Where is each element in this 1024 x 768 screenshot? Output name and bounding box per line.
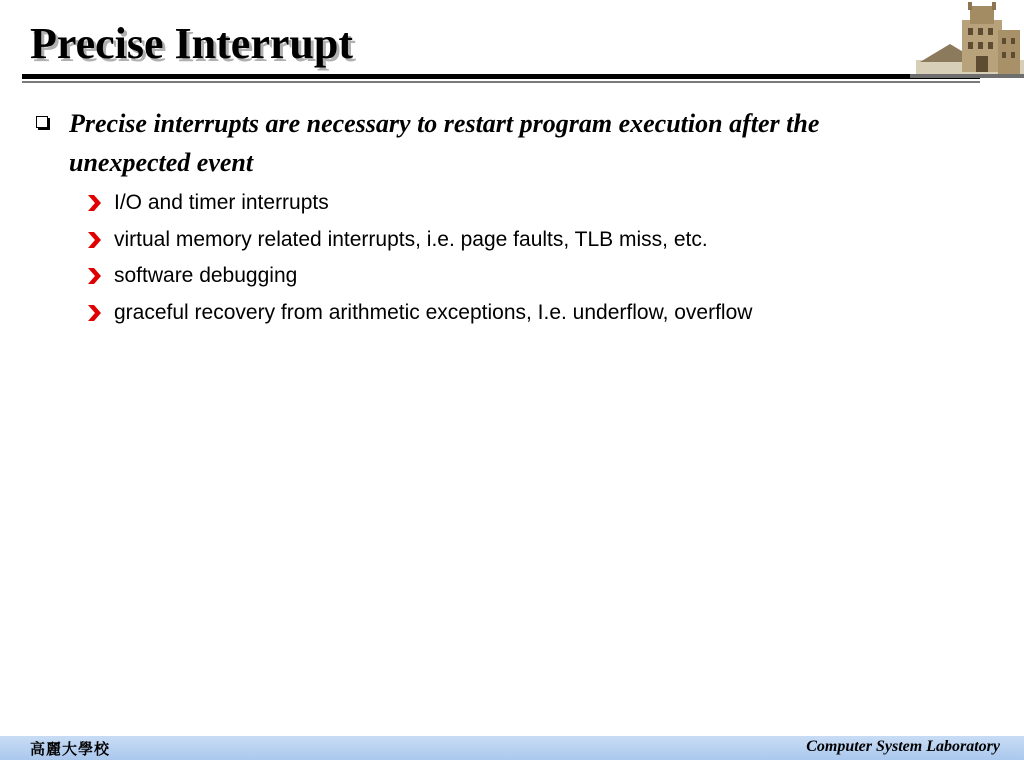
sub-bullet (86, 225, 986, 261)
university-building-logo (910, 0, 1024, 78)
sub-bullet-text: I/O and timer interrupts (114, 191, 329, 214)
title-underline (22, 74, 980, 79)
footer-lab-name: Computer System Laboratory (806, 738, 1000, 755)
red-chevron-right-icon (86, 267, 102, 285)
red-chevron-right-icon (86, 194, 102, 212)
main-bullet (36, 104, 936, 182)
main-bullet-text: Precise interrupts are necessary to restart program execution after the unexpected event (69, 109, 820, 177)
sub-bullet (86, 188, 986, 224)
footer-band (0, 736, 1024, 760)
sub-bullet (86, 261, 986, 297)
red-chevron-right-icon (86, 304, 102, 322)
sub-bullet-text: virtual memory related interrupts, i.e. page faults, TLB miss, etc. (114, 228, 708, 251)
sub-bullet-text: graceful recovery from arithmetic exceptions, I.e. underflow, overflow (114, 301, 753, 324)
sub-bullet-text: software debugging (114, 264, 298, 287)
title-underline-thin (22, 81, 980, 83)
sub-bullet (86, 298, 986, 334)
hollow-square-bullet-icon (36, 116, 48, 128)
red-chevron-right-icon (86, 231, 102, 249)
slide-title: Precise Interrupt (30, 19, 353, 68)
footer-university-name: 高麗大學校 (30, 740, 111, 758)
